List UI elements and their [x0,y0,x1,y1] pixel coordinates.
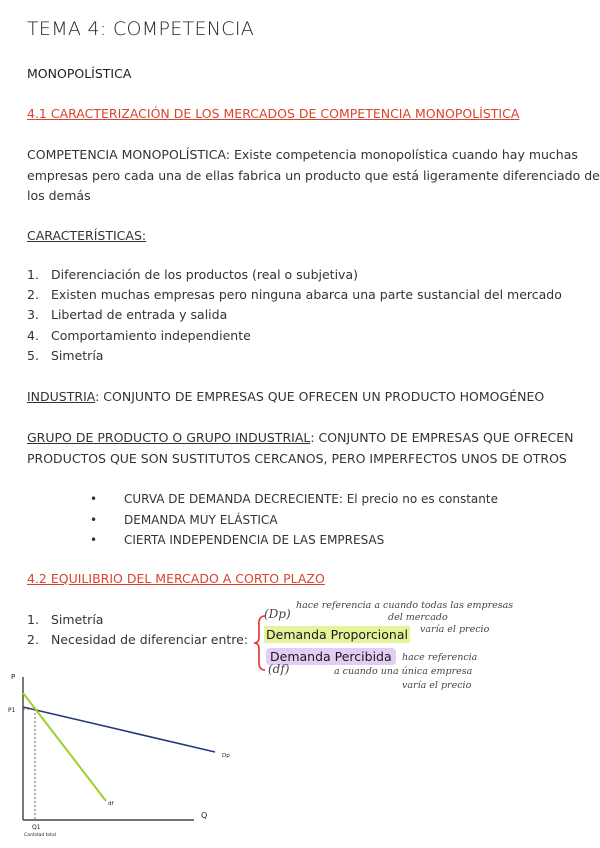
list-number: 1. [27,267,39,282]
q-axis-label: Q [201,811,208,820]
p-axis-label: P [11,673,16,681]
list-item [27,265,562,285]
bullet-text: CURVA DE DEMANDA DECRECIENTE: El precio no es constante [124,492,498,506]
definition-paragraph [27,145,600,207]
bullet-list [90,489,498,551]
df-curve [23,693,106,801]
list-item: • CIERTA INDEPENDENCIA DE LAS EMPRESAS [90,533,385,547]
page-title: TEMA 4: COMPETENCIA [27,18,255,40]
grupo-definition [27,428,573,469]
section-heading-4-1: 4.1 CARACTERIZACIÓN DE LOS MERCADOS DE COMPETENCIA MONOPOLÍSTICA [27,106,520,121]
grupo-term: GRUPO DE PRODUCTO O GRUPO INDUSTRIAL [27,430,311,445]
p1-label: P1 [8,707,16,714]
list-number: 1. [27,612,39,627]
list-text: Simetría [51,347,104,363]
dp-symbol: (Dp) [264,607,291,621]
list-text: Comportamiento independiente [51,327,251,343]
bullet-text: DEMANDA MUY ELÁSTICA [124,512,278,527]
list-item [27,630,248,650]
list-item [27,326,562,346]
demanda-percibida: Demanda Percibida [266,648,396,665]
list-number: 5. [27,347,39,363]
list-text: Simetría [51,612,104,627]
definition-line: COMPETENCIA MONOPOLÍSTICA: Existe competencia monopolística cuando hay muchas [27,147,578,162]
list-item [27,285,562,305]
page-subtitle: MONOPOLÍSTICA [27,66,132,81]
industria-text: : CONJUNTO DE EMPRESAS QUE OFRECEN UN PRODUCTO HOMOGÉNEO [95,389,545,404]
list-item [27,346,562,366]
definition-line: los demás [27,188,91,203]
equilibrium-list [27,610,248,650]
df-curve-label: df [108,801,114,807]
q1-label: Q1 [32,824,41,831]
characteristics-list [27,265,562,366]
list-text: Existen muchas empresas pero ninguna abarca una parte sustancial del mercado [51,287,562,303]
list-number: 3. [27,307,39,323]
demanda-proporcional-label [264,624,410,643]
grupo-text: : CONJUNTO DE EMPRESAS QUE OFRECEN [310,430,574,445]
demand-graph [0,665,240,848]
note-df-line2: a cuando una única empresa [334,666,473,677]
list-text: Diferenciación de los productos (real o subjetiva) [51,267,358,282]
list-number: 2. [27,632,39,648]
list-number: 4. [27,327,39,343]
note-dp-line2: del mercado [388,612,448,623]
dp-curve-label: Dp [222,753,230,759]
demanda-proporcional: Demanda Proporcional [266,627,408,642]
list-item: • CURVA DE DEMANDA DECRECIENTE: El precio no es constante [90,492,498,506]
curly-brace-icon [253,614,267,672]
section-heading-4-2: 4.2 EQUILIBRIO DEL MERCADO A CORTO PLAZO [27,571,325,586]
definition-line: empresas pero cada una de ellas fabrica un producto que está ligeramente diferenciado de [27,167,600,183]
bullet-text: CIERTA INDEPENDENCIA DE LAS EMPRESAS [124,533,385,547]
note-dp-line3: varía el precio [420,624,490,635]
industria-definition [27,387,544,408]
grupo-text-line2: PRODUCTOS QUE SON SUSTITUTOS CERCANOS, PERO IMPERFECTOS UNOS DE OTROS [27,450,567,466]
note-df-line3: varía el precio [402,680,472,691]
list-number: 2. [27,287,39,303]
list-text: Libertad de entrada y salida [51,307,228,323]
list-item [27,610,248,630]
q1-note: Cantidad total [24,833,56,838]
industria-term: INDUSTRIA [27,389,96,404]
note-df-line1: hace referencia [402,652,478,663]
df-symbol: (df) [268,662,290,676]
list-item: • DEMANDA MUY ELÁSTICA [90,512,278,527]
list-item [27,305,562,325]
list-text: Necesidad de diferenciar entre: [51,632,249,648]
characteristics-heading: CARACTERÍSTICAS: [27,228,147,243]
note-dp-line1: hace referencia a cuando todas las empresas [296,600,514,611]
